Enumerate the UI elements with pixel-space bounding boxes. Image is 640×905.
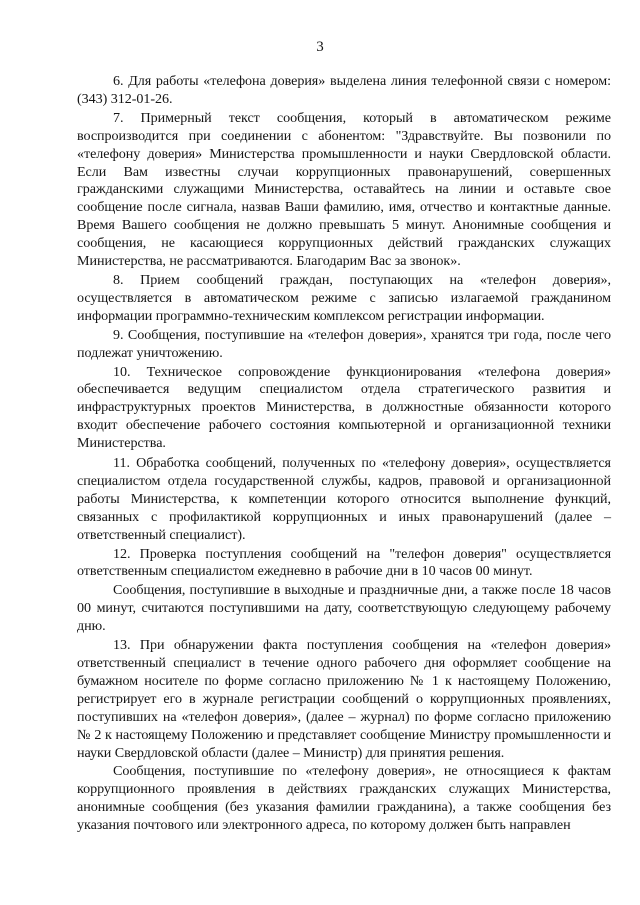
paragraph-12-weekend-messages: Сообщения, поступившие в выходные и праздничные дни, а также после 18 часов 00 минут, считаются поступившими на дату, соответствующую следующему рабочему дню. [77,582,611,635]
paragraph-11-processing: 11. Обработка сообщений, полученных по «телефону доверия», осуществляется специалистом отдела государственной службы, кадров, правовой и организационной работы Министерства, к компетенции которого относится выполнение функций, связанных с профилактикой коррупционных и иных правонарушений (далее – ответственный специалист). [77,455,611,543]
paragraph-6-phone-line: 6. Для работы «телефона доверия» выделена линия телефонной связи с номером: (343) 312-01-26. [77,73,611,107]
page-number: 3 [316,39,324,55]
paragraph-7-message-text: 7. Примерный текст сообщения, который в автоматическом режиме воспроизводится при соединении с абонентом: "Здравствуйте. Вы позвонили по «телефону доверия» Министерства промышленности и науки Свердловской области. Если Вам известны случаи коррупционных правонарушений, совершенных гражданскими служащими Министерства, оставайтесь на линии и оставьте свое сообщение после сигнала, назвав Ваши фамилию, имя, отчество и контактные данные. Время Вашего сообщения не должно превышать 5 минут. Анонимные сообщения и сообщения, не касающиеся коррупционных действий гражданских служащих Министерства, не рассматриваются. Благодарим Вас за звонок». [77,109,611,270]
paragraph-13-non-corruption-messages: Сообщения, поступившие по «телефону доверия», не относящиеся к фактам коррупционного проявления в действиях гражданских служащих Министерства, анонимные сообщения (без указания фамилии гражданина), а также сообщения без указания почтового или электронного адреса, по которому должен быть направлен [77,763,611,834]
document-body [77,73,611,836]
paragraph-13-registration: 13. При обнаружении факта поступления сообщения на «телефон доверия» ответственный специалист в течение одного рабочего дня оформляет сообщение на бумажном носителе по форме согласно приложению № 1 к настоящему Положению, регистрирует его в журнале регистрации сообщений о коррупционных проявлениях, поступивших на «телефон доверия», (далее – журнал) по форме согласно приложению № 2 к настоящему Положению и представляет сообщение Министру промышленности и науки Свердловской области (далее – Министр) для принятия решения. [77,637,611,761]
paragraph-8-reception: 8. Прием сообщений граждан, поступающих на «телефон доверия», осуществляется в автоматическом режиме с записью излагаемой гражданином информации программно-техническим комплексом регистрации информации. [77,271,611,324]
paragraph-9-storage: 9. Сообщения, поступившие на «телефон доверия», хранятся три года, после чего подлежат уничтожению. [77,326,611,361]
paragraph-10-technical-support: 10. Техническое сопровождение функционирования «телефона доверия» обеспечивается ведущим специалистом отдела стратегического развития и инфраструктурных проектов Министерства, в должностные обязанности которого входит обеспечение рабочего состояния компьютерной и организационной техники Министерства. [77,363,611,452]
paragraph-12-checking: 12. Проверка поступления сообщений на "телефон доверия" осуществляется ответственным специалистом ежедневно в рабочие дни в 10 часов 00 минут. [77,545,611,580]
